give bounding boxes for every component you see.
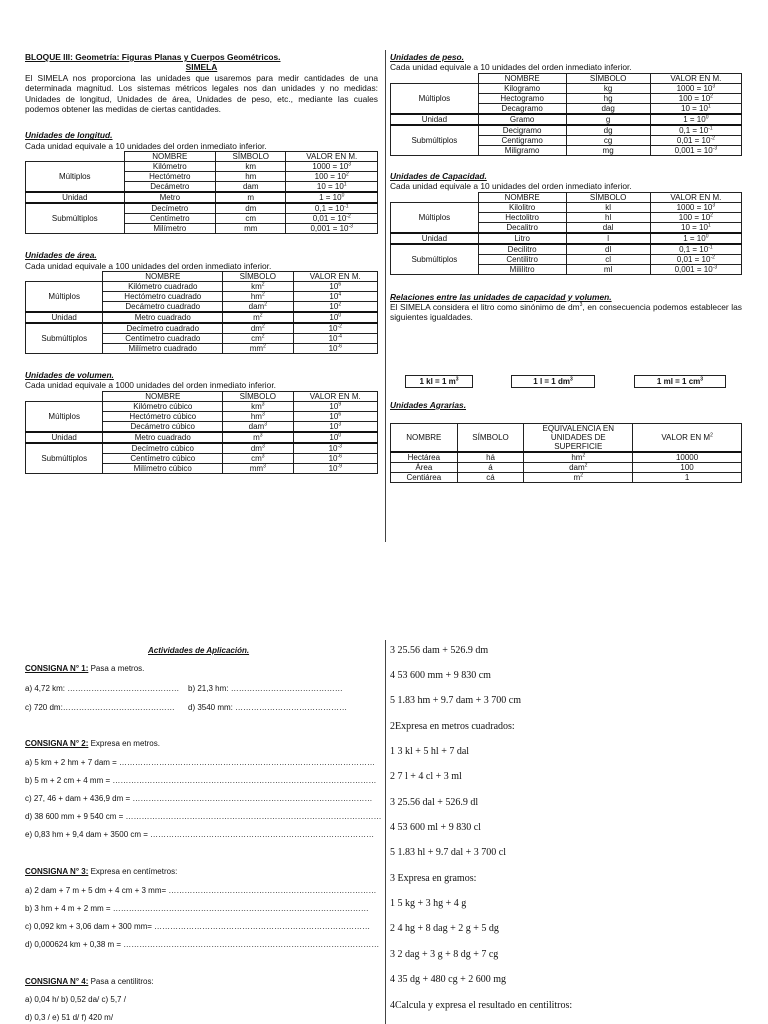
group-multiples: Múltiplos [26, 162, 125, 193]
cell-value: $0,1 = 10^{-1}$ [286, 203, 378, 214]
header-symbol: SÍMBOLO [223, 391, 293, 401]
consigna-3-item: c) 0,092 km + 3,06 dam + 300 mm= ……………………………………………………………………… [25, 922, 371, 931]
cell-symbol: $mm^3$ [223, 463, 293, 473]
cell-value: $0,01 = 10^{-2}$ [650, 254, 741, 264]
table-row [26, 282, 378, 292]
cell-value: $10^{-9}$ [293, 463, 378, 473]
cell-value: $10 = 10^1$ [650, 103, 741, 114]
cell-value: $1000 = 10^3$ [286, 162, 378, 172]
weight-desc: Cada unidad equivale a 10 unidades del orden inmediato inferior. [390, 62, 632, 73]
cell-name: Kilómetro [124, 162, 216, 172]
cell-value: $1000 = 10^3$ [650, 83, 741, 93]
header-empty [26, 152, 125, 162]
cell-symbol: $m^2$ [223, 312, 293, 323]
cell-symbol: mm [216, 224, 286, 234]
cell-value: $100 = 10^2$ [650, 93, 741, 103]
cell-equivalence: dam$^2$ [524, 463, 633, 473]
group-multiples: Múltiplos [26, 401, 103, 432]
exercise-line: 4 53 600 ml + 9 830 cl [390, 822, 481, 833]
header-symbol: SÍMBOLO [216, 152, 286, 162]
cell-value: $1 = 10^0$ [286, 192, 378, 203]
consigna-1-heading: CONSIGNA N° 1: Pasa a metros. [25, 664, 145, 673]
table-row [391, 83, 742, 93]
consigna-3-item: a) 2 dam + 7 m + 5 dm + 4 cm + 3 mm= …………………………………………………………………… [25, 886, 377, 895]
cell-value: $10 = 10^1$ [286, 182, 378, 193]
cell-value: $0,1 = 10^{-1}$ [650, 244, 741, 255]
cell-symbol: á [457, 463, 524, 473]
cell-symbol: km [216, 162, 286, 172]
cell-name: Decímetro cuadrado [103, 323, 223, 334]
cell-value: $10^9$ [293, 401, 378, 411]
table-header-row [391, 192, 742, 202]
group-submultiples: Submúltiplos [26, 203, 125, 234]
table-header-row [26, 391, 378, 401]
cell-value: $10^0$ [293, 312, 378, 323]
cell-value: $10^6$ [293, 282, 378, 292]
table-row [26, 432, 378, 443]
cell-name: Decilitro [478, 244, 566, 255]
cell-name: Metro cuadrado [103, 432, 223, 443]
group-unit: Unidad [26, 312, 103, 323]
table-row [26, 192, 378, 203]
consigna-1-item-d: d) 3540 mm: …………………………………… [188, 703, 348, 712]
exercise-line: 4 53 600 mm + 9 830 cm [390, 670, 491, 681]
cell-name: Centímetro cuadrado [103, 334, 223, 344]
block-title: BLOQUE III: Geometría: Figuras Planas y Cuerpos Geométricos. [25, 52, 281, 62]
consigna-3-item: b) 3 hm + 4 m + 2 mm = …………………………………………………………………………………… [25, 904, 369, 913]
cell-value: 1 [633, 473, 742, 483]
exercise-line: 5 1.83 hm + 9.7 dam + 3 700 cm [390, 695, 521, 706]
header-name: NOMBRE [103, 272, 223, 282]
cell-value: $1 = 10^0$ [650, 233, 741, 244]
cell-name: Decímetro cúbico [103, 443, 223, 454]
cell-symbol: $cm^3$ [223, 453, 293, 463]
group-multiples: Múltiplos [391, 202, 479, 233]
cell-equivalence: $hm^2$ [524, 452, 633, 463]
table-header-row [391, 424, 742, 453]
table-row [391, 202, 742, 212]
area-table [25, 271, 378, 354]
cell-name: Centigramo [478, 135, 566, 145]
cell-symbol: m [216, 192, 286, 203]
cell-name: Kilogramo [478, 83, 566, 93]
header-value: VALOR EN M. [650, 192, 741, 202]
header-equivalence: EQUIVALENCIA EN UNIDADES DE SUPERFICIE [524, 424, 633, 453]
cell-name: Kilolitro [478, 202, 566, 212]
exercise-line: 1 3 kl + 5 hl + 7 dal [390, 746, 470, 757]
cell-symbol: $hm^3$ [223, 411, 293, 421]
cell-name: Decigramo [478, 125, 566, 136]
consigna-2-heading: CONSIGNA N° 2: Expresa en metros. [25, 739, 160, 748]
exercise-line: 3 25.56 dal + 526.9 dl [390, 797, 479, 808]
header-empty [26, 391, 103, 401]
equality-box-l: 1 l = 1 $dm^3$ [511, 375, 595, 388]
cell-symbol: cá [457, 473, 524, 483]
cell-name: Centímetro [124, 214, 216, 224]
cell-symbol: kl [566, 202, 650, 212]
group-submultiples: Submúltiplos [26, 443, 103, 474]
cell-value: $1 = 10^0$ [650, 114, 741, 125]
cell-value: $100 = 10^2$ [286, 172, 378, 182]
cell-symbol: mg [566, 145, 650, 155]
cell-name: Litro [478, 233, 566, 244]
cell-name: Milímetro cuadrado [103, 344, 223, 354]
header-value: VALOR EN M. [293, 391, 378, 401]
column-divider-bottom [385, 640, 386, 1024]
weight-title: Unidades de peso. [390, 52, 464, 62]
cell-symbol: dam [216, 182, 286, 193]
cell-value: $10 = 10^1$ [650, 222, 741, 233]
cell-name: Hectómetro [124, 172, 216, 182]
header-name: NOMBRE [391, 424, 458, 453]
cell-name: Decámetro cuadrado [103, 302, 223, 313]
table-row [26, 443, 378, 454]
table-row [391, 452, 742, 463]
simela-heading: SIMELA [185, 62, 218, 73]
cell-value: 10000 [633, 452, 742, 463]
group-unit: Unidad [26, 432, 103, 443]
cell-value: $0,001 = 10^{-3}$ [650, 264, 741, 274]
cell-value: $0,01 = 10^{-2}$ [286, 214, 378, 224]
table-header-row [26, 152, 378, 162]
cell-symbol: $mm^2$ [223, 344, 293, 354]
cell-name: Kilómetro cúbico [103, 401, 223, 411]
cell-value: $10^3$ [293, 421, 378, 432]
volume-title: Unidades de volumen. [25, 370, 114, 381]
cell-value: $10^{-2}$ [293, 323, 378, 334]
capacity-desc: Cada unidad equivale a 10 unidades del orden inmediato inferior. [390, 181, 632, 192]
cell-value: 100 [633, 463, 742, 473]
area-title: Unidades de área. [25, 250, 97, 261]
volume-desc: Cada unidad equivale a 1000 unidades del orden inmediato inferior. [25, 380, 276, 391]
cell-symbol: $m^3$ [223, 432, 293, 443]
consigna-4-item: d) 0,3 / e) 51 d/ f) 420 m/ [25, 1013, 114, 1022]
cell-symbol: $dm^2$ [223, 323, 293, 334]
exercise-heading: 4Calcula y expresa el resultado en centilitros: [390, 1000, 573, 1011]
consigna-2-item: b) 5 m + 2 cm + 4 mm = ……………………………………………………………………………………… [25, 776, 377, 785]
volume-table [25, 391, 378, 474]
consigna-4-heading: CONSIGNA N° 4: Pasa a centilitros: [25, 977, 154, 986]
group-unit: Unidad [26, 192, 125, 203]
cell-name: Decalitro [478, 222, 566, 233]
top-right-column [390, 52, 742, 323]
length-table [25, 151, 378, 234]
cell-symbol: dam$^3$ [223, 421, 293, 432]
header-symbol: SÍMBOLO [223, 272, 293, 282]
cell-value: $100 = 10^2$ [650, 212, 741, 222]
consigna-3-item: d) 0,000624 km + 0,38 m = …………………………………………………………………………………… [25, 940, 380, 949]
agrarian-title: Unidades Agrarias. [390, 400, 467, 410]
capacity-title: Unidades de Capacidad. [390, 170, 487, 181]
cell-symbol: $km^2$ [223, 282, 293, 292]
cell-symbol: cm [216, 214, 286, 224]
table-row [391, 463, 742, 473]
weight-table [390, 73, 742, 156]
cell-symbol: dg [566, 125, 650, 136]
header-empty [391, 73, 479, 83]
table-header-row [391, 73, 742, 83]
exercise-heading: 2Expresa en metros cuadrados: [390, 721, 515, 732]
consigna-2-item: e) 0,83 hm + 9,4 dam + 3500 cm = ………………………………………………………………………… [25, 830, 375, 839]
cell-symbol: dl [566, 244, 650, 255]
cell-name: Hectómetro cuadrado [103, 292, 223, 302]
relations-title: Relaciones entre las unidades de capacidad y volumen. [390, 291, 612, 302]
cell-symbol: $hm^2$ [223, 292, 293, 302]
consigna-4-item: a) 0,04 h/ b) 0,52 da/ c) 5,7 / [25, 995, 126, 1004]
exercise-line: 3 25.56 dam + 526.9 dm [390, 645, 489, 656]
cell-value: $10^6$ [293, 411, 378, 421]
consigna-2-item: a) 5 km + 2 hm + 7 dam = …………………………………………………………………………………… [25, 758, 376, 767]
header-symbol: SÍMBOLO [566, 192, 650, 202]
cell-name: Hectogramo [478, 93, 566, 103]
group-multiples: Múltiplos [391, 83, 479, 114]
exercise-line: 1 5 kg + 3 hg + 4 g [390, 898, 467, 909]
intro-paragraph: El SIMELA nos proporciona las unidades que usaremos para medir cantidades de una determinada magnitud. Los sistemas métricos legales nos dan unidades y no medidas: Unidades de longitud, Unidades de área, Unidades de peso, etc., mediante las cuales podemos obtener las medidas de ciertas cantidades. [25, 72, 378, 115]
header-empty [391, 192, 479, 202]
cell-symbol: l [566, 233, 650, 244]
cell-value: $0,1 = 10^{-1}$ [650, 125, 741, 136]
cell-symbol: dal [566, 222, 650, 233]
cell-value: $0,001 = 10^{-3}$ [650, 145, 741, 155]
exercise-heading: 3 Expresa en gramos: [390, 873, 477, 884]
cell-value: $10^{-4}$ [293, 334, 378, 344]
exercise-line: 4 35 dg + 480 cg + 2 600 mg [390, 974, 506, 985]
exercise-line: 3 2 dag + 3 g + 8 dg + 7 cg [390, 949, 499, 960]
cell-symbol: $dm^3$ [223, 443, 293, 454]
cell-symbol: há [457, 452, 524, 463]
cell-name: Hectómetro cúbico [103, 411, 223, 421]
table-row [391, 125, 742, 136]
cell-value: $10^0$ [293, 432, 378, 443]
table-header-row [26, 272, 378, 282]
cell-value: $10^{-6}$ [293, 453, 378, 463]
cell-name: Kilómetro cuadrado [103, 282, 223, 292]
cell-name: Mililitro [478, 264, 566, 274]
cell-value: $10^{-3}$ [293, 443, 378, 454]
cell-name: Centímetro cúbico [103, 453, 223, 463]
table-row [391, 244, 742, 255]
cell-value: $10^4$ [293, 292, 378, 302]
cell-symbol: dam$^2$ [223, 302, 293, 313]
cell-name: Decámetro cúbico [103, 421, 223, 432]
cell-value: $1000 = 10^3$ [650, 202, 741, 212]
table-row [391, 473, 742, 483]
cell-name: Miligramo [478, 145, 566, 155]
header-empty [26, 272, 103, 282]
table-row [391, 233, 742, 244]
header-name: NOMBRE [124, 152, 216, 162]
table-row [391, 114, 742, 125]
exercise-line: 2 7 l + 4 cl + 3 ml [390, 771, 462, 782]
consigna-1-item-c: c) 720 dm:…………………………………… [25, 703, 175, 712]
header-symbol: SÍMBOLO [566, 73, 650, 83]
cell-name: Centiárea [391, 473, 458, 483]
cell-symbol: $cm^2$ [223, 334, 293, 344]
cell-name: Milímetro [124, 224, 216, 234]
header-symbol: SÍMBOLO [457, 424, 524, 453]
relations-text: El SIMELA considera el litro como sinónimo de $dm^3$, en consecuencia podemos establecer las siguientes igualdades. [390, 302, 742, 323]
header-value: VALOR EN M. [650, 73, 741, 83]
cell-symbol: $km^3$ [223, 401, 293, 411]
cell-value: $0,001 = 10^{-3}$ [286, 224, 378, 234]
cell-symbol: kg [566, 83, 650, 93]
table-row [26, 203, 378, 214]
table-row [26, 401, 378, 411]
cell-name: Metro cuadrado [103, 312, 223, 323]
group-submultiples: Submúltiplos [26, 323, 103, 354]
capacity-table [390, 192, 742, 275]
cell-value: $10^{-6}$ [293, 344, 378, 354]
consigna-1-item-a: a) 4,72 km: …………………………………… [25, 684, 180, 693]
area-desc: Cada unidad equivale a 100 unidades del orden inmediato inferior. [25, 260, 272, 271]
cell-name: Hectolitro [478, 212, 566, 222]
cell-name: Centilitro [478, 254, 566, 264]
agrarian-table [390, 423, 742, 483]
cell-name: Decagramo [478, 103, 566, 114]
activities-title: Actividades de Aplicación. [148, 646, 250, 655]
group-multiples: Múltiplos [26, 282, 103, 313]
column-divider-top [385, 50, 386, 542]
cell-equivalence: $m^2$ [524, 473, 633, 483]
cell-name: Área [391, 463, 458, 473]
cell-symbol: hg [566, 93, 650, 103]
cell-symbol: dag [566, 103, 650, 114]
cell-symbol: cl [566, 254, 650, 264]
consigna-2-item: d) 38 600 mm + 9 540 cm = …………………………………………………………………………………… [25, 812, 382, 821]
cell-value: $10^2$ [293, 302, 378, 313]
cell-name: Decámetro [124, 182, 216, 193]
cell-name: Gramo [478, 114, 566, 125]
cell-value: $0,01 = 10^{-2}$ [650, 135, 741, 145]
cell-symbol: g [566, 114, 650, 125]
header-name: NOMBRE [103, 391, 223, 401]
consigna-1-item-b: b) 21,3 hm: …………………………………… [188, 684, 343, 693]
cell-symbol: dm [216, 203, 286, 214]
cell-symbol: ml [566, 264, 650, 274]
cell-symbol: hm [216, 172, 286, 182]
header-value: VALOR EN M. [286, 152, 378, 162]
top-left-column [25, 52, 378, 474]
consigna-3-heading: CONSIGNA N° 3: Expresa en centímetros: [25, 867, 178, 876]
agrarian-section [390, 400, 742, 483]
cell-symbol: cg [566, 135, 650, 145]
cell-name: Milímetro cúbico [103, 463, 223, 473]
consigna-2-item: c) 27, 46 + dam + 436,9 dm = ……………………………………………………………………………… [25, 794, 373, 803]
header-name: NOMBRE [478, 73, 566, 83]
length-title: Unidades de longitud. [25, 130, 113, 141]
cell-name: Decímetro [124, 203, 216, 214]
cell-name: Hectárea [391, 452, 458, 463]
table-row [26, 162, 378, 172]
equality-box-ml: 1 ml = 1 $cm^3$ [634, 375, 726, 388]
cell-name: Metro [124, 192, 216, 203]
length-desc: Cada unidad equivale a 10 unidades del orden inmediato inferior. [25, 140, 267, 151]
exercise-line: 5 1.83 hl + 9.7 dal + 3 700 cl [390, 847, 506, 858]
group-unit: Unidad [391, 114, 479, 125]
header-value: VALOR EN M. [293, 272, 378, 282]
header-value: VALOR EN $M^2$ [633, 424, 742, 453]
cell-symbol: hl [566, 212, 650, 222]
exercise-line: 2 4 hg + 8 dag + 2 g + 5 dg [390, 923, 499, 934]
group-submultiples: Submúltiplos [391, 125, 479, 156]
table-row [26, 312, 378, 323]
group-unit: Unidad [391, 233, 479, 244]
equality-box-kl: 1 kl = 1 $m^3$ [405, 375, 473, 388]
group-submultiples: Submúltiplos [391, 244, 479, 275]
table-row [26, 323, 378, 334]
header-name: NOMBRE [478, 192, 566, 202]
